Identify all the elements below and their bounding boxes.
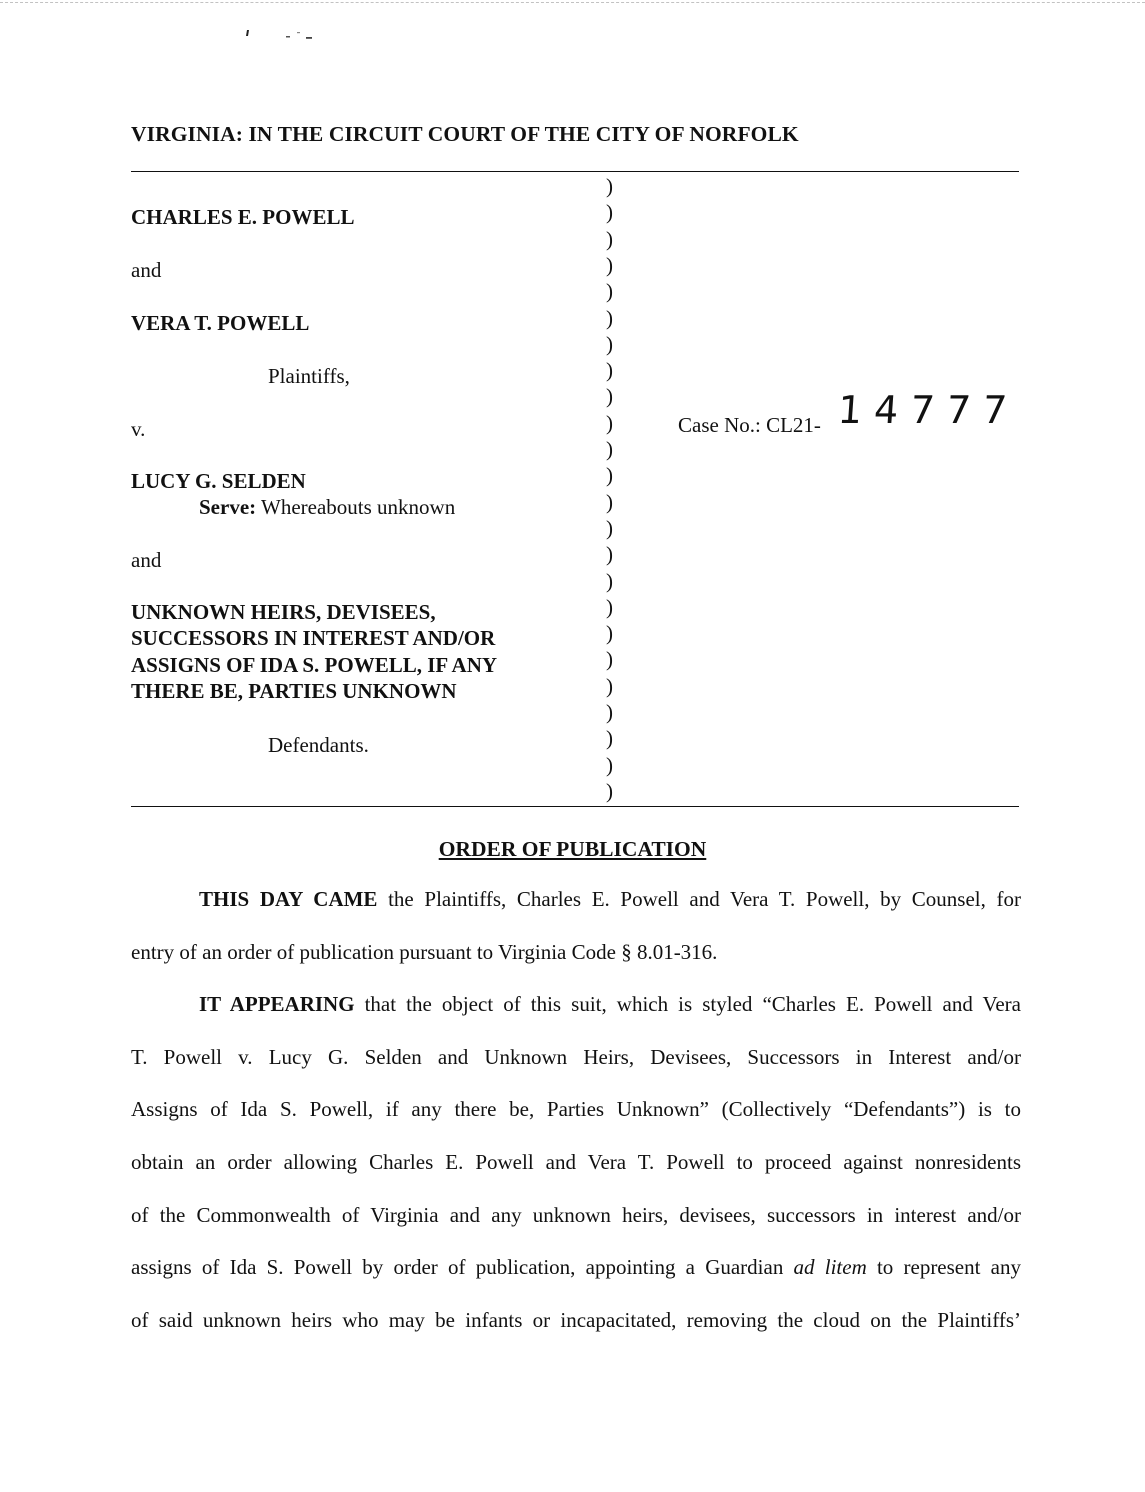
caption-paren: ) xyxy=(606,226,613,251)
caption-top-rule xyxy=(131,171,1019,172)
paragraph-2-text: assigns of Ida S. Powell by order of publication, appointing a Guardian xyxy=(131,1255,794,1280)
paragraph-2-line xyxy=(131,978,1021,1031)
caption-paren: ) xyxy=(606,778,613,803)
defendant-2-line: ASSIGNS OF IDA S. POWELL, IF ANY xyxy=(131,653,498,677)
caption-paren: ) xyxy=(606,437,613,461)
plaintiffs-label: Plaintiffs, xyxy=(268,364,350,388)
caption-paren: ) xyxy=(606,700,613,724)
caption-paren: ) xyxy=(606,279,613,304)
caption-paren: ) xyxy=(606,200,613,225)
paragraph-2-lead: IT APPEARING xyxy=(199,992,355,1017)
caption-paren: ) xyxy=(606,463,613,488)
plaintiff-1: CHARLES E. POWELL xyxy=(131,205,355,229)
caption-paren: ) xyxy=(606,621,613,646)
paragraph-2-line: Assigns of Ida S. Powell, if any there be, Parties Unknown” (Collectively “Defendants”) is to xyxy=(131,1097,1021,1122)
defendant-2-line: UNKNOWN HEIRS, DEVISEES, xyxy=(131,600,436,624)
paragraph-2-line xyxy=(131,1241,1021,1294)
latin-term: ad litem xyxy=(793,1255,867,1280)
caption-paren: ) xyxy=(606,358,613,383)
paragraph-2-line: of said unknown heirs who may be infants or incapacitated, removing the cloud on the Plaintiffs’ xyxy=(131,1307,1021,1332)
order-title: ORDER OF PUBLICATION xyxy=(438,837,707,861)
serve-line xyxy=(131,494,455,520)
defendant-2-line: SUCCESSORS IN INTEREST AND/OR xyxy=(131,626,496,650)
scan-edge-artifact xyxy=(0,2,1145,4)
caption-paren: ) xyxy=(606,726,613,751)
paragraph-2-line: of the Commonwealth of Virginia and any unknown heirs, devisees, successors in interest and/or xyxy=(131,1202,1021,1227)
caption-paren: ) xyxy=(606,384,613,409)
serve-value: Whereabouts unknown xyxy=(261,495,456,519)
caption-paren: ) xyxy=(606,515,613,540)
paragraph-1-text: the Plaintiffs, Charles E. Powell and Vera T. Powell, by Counsel, for xyxy=(377,887,1021,911)
paragraph-2-line: obtain an order allowing Charles E. Powell and Vera T. Powell to proceed against nonresidents xyxy=(131,1149,1021,1174)
conjunction-and-1: and xyxy=(131,258,162,282)
caption-paren: ) xyxy=(606,647,613,672)
paragraph-1-line: entry of an order of publication pursuant to Virginia Code § 8.01-316. xyxy=(131,939,718,964)
defendants-label: Defendants. xyxy=(268,733,369,757)
caption-paren: ) xyxy=(606,410,613,435)
caption-paren: ) xyxy=(606,174,613,198)
plaintiff-2: VERA T. POWELL xyxy=(131,311,310,335)
caption-paren: ) xyxy=(606,673,613,698)
order-body xyxy=(131,873,1021,1346)
caption-paren: ) xyxy=(606,489,613,514)
court-heading: VIRGINIA: IN THE CIRCUIT COURT OF THE CITY OF NORFOLK xyxy=(131,122,799,146)
caption-paren: ) xyxy=(606,568,613,593)
paragraph-1-lead: THIS DAY CAME xyxy=(199,887,378,911)
scan-specks xyxy=(240,26,330,46)
paragraph-1-line xyxy=(131,873,1021,926)
paragraph-2-text: to represent any xyxy=(866,1255,1021,1280)
caption-paren: ) xyxy=(606,542,613,567)
defendant-2-line: THERE BE, PARTIES UNKNOWN xyxy=(131,679,457,703)
caption-paren: ) xyxy=(606,252,613,277)
versus: v. xyxy=(131,417,146,441)
caption-paren: ) xyxy=(606,594,613,619)
conjunction-and-2: and xyxy=(131,548,162,572)
case-number-label: Case No.: CL21- xyxy=(678,413,821,437)
serve-label: Serve: xyxy=(199,495,257,519)
caption-paren: ) xyxy=(606,331,613,356)
paragraph-2-line: T. Powell v. Lucy G. Selden and Unknown Heirs, Devisees, Successors in Interest and/or xyxy=(131,1044,1021,1069)
caption-paren: ) xyxy=(606,752,613,777)
defendant-1: LUCY G. SELDEN xyxy=(131,469,306,493)
handwritten-case-number: 14777 xyxy=(836,388,1021,432)
caption-bottom-rule xyxy=(131,806,1019,807)
paragraph-2-text: that the object of this suit, which is styled “Charles E. Powell and Vera xyxy=(354,992,1021,1017)
caption-paren: ) xyxy=(606,305,613,330)
